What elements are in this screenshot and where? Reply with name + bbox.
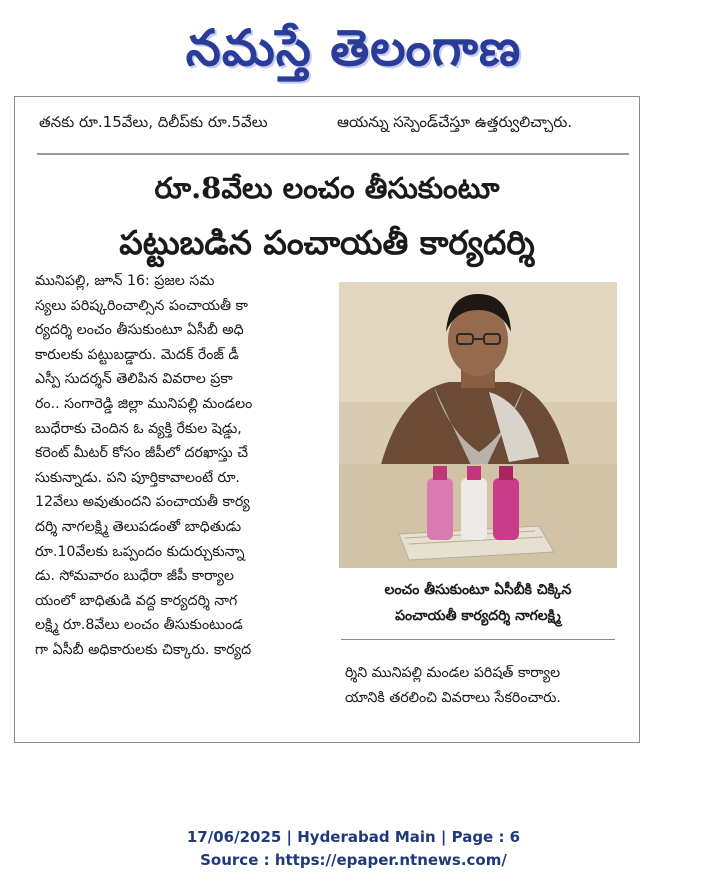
photo-caption bbox=[339, 577, 617, 629]
previous-story-tail bbox=[15, 97, 639, 145]
photo-caption-line-2: పంచాయతీ కార్యదర్శి నాగలక్ష్మి bbox=[395, 608, 561, 624]
news-clipping bbox=[14, 96, 640, 743]
body-line: బుధేరాకు చెందిన ఓ వ్యక్తి రేకుల షెడ్డు, bbox=[35, 420, 242, 437]
body-line: 12వేలు అవుతుందని పంచాయతీ కార్య bbox=[35, 494, 250, 511]
body-line: యంలో బాధితుడి వద్ద కార్యదర్శి నాగ bbox=[35, 592, 238, 609]
news-photo bbox=[339, 282, 617, 568]
body-line: దర్శి నాగలక్ష్మి తెలుపడంతో బాధితుడు bbox=[35, 518, 242, 535]
body-line: కారులకు పట్టుబడ్డారు. మెదక్ రేంజ్ డీ bbox=[35, 346, 239, 363]
masthead-title: నమస్తే తెలంగాణ bbox=[185, 18, 522, 77]
photo-caption-line-1: లంచం తీసుకుంటూ ఏసీబీకి చిక్కిన bbox=[384, 582, 572, 598]
continuation-line: యానికి తరలించి వివరాలు సేకరించారు. bbox=[345, 690, 561, 706]
body-line: లక్ష్మి రూ.8వేలు లంచం తీసుకుంటుండ bbox=[35, 617, 243, 634]
headline-line-1: రూ.8వేలు లంచం తీసుకుంటూ bbox=[154, 171, 500, 205]
body-line: ఎస్పీ సుదర్శన్ తెలిపిన వివరాల ప్రకా bbox=[35, 371, 233, 388]
headline-line-2: పట్టుబడిన పంచాయతీ కార్యదర్శి bbox=[119, 223, 535, 262]
body-line: ర్యదర్శి లంచం తీసుకుంటూ ఏసీబీ అధి bbox=[35, 322, 244, 339]
body-line: రం.. సంగారెడ్డి జిల్లా మునిపల్లి మండలం bbox=[35, 395, 253, 412]
body-line: డు. సోమవారం బుధేరా జీపీ కార్యాల bbox=[35, 568, 234, 585]
body-line: రూ.10వేలకు ఒప్పందం కుదుర్చుకున్నా bbox=[35, 543, 245, 560]
article-body bbox=[35, 269, 331, 663]
body-line: మునిపల్లి, జూన్ 16: ప్రజల సమ bbox=[35, 273, 215, 289]
previous-story-right-line: ఆయన్ను సస్పెండ్‌చేస్తూ ఉత్తర్వులిచ్చారు. bbox=[337, 113, 573, 131]
article-continuation bbox=[345, 661, 625, 711]
section-divider bbox=[37, 153, 629, 155]
body-line: కరెంట్ మీటర్ కోసం జీపీలో దరఖాస్తు చే bbox=[35, 445, 248, 462]
previous-story-left-line: తనకు రూ.15వేలు, దిలీప్‌కు రూ.5వేలు bbox=[39, 113, 268, 131]
body-line: సుకున్నాడు. పని పూర్తికావాలంటే రూ. bbox=[35, 469, 240, 486]
caption-divider bbox=[341, 639, 615, 640]
footer-date-line: 17/06/2025 | Hyderabad Main | Page : 6 bbox=[186, 828, 521, 846]
body-line: గా ఏసీబీ అధికారులకు చిక్కారు. కార్యద bbox=[35, 641, 252, 658]
continuation-line: ర్శిని మునిపల్లి మండల పరిషత్ కార్యాల bbox=[345, 665, 561, 681]
body-line: స్యలు పరిష్కరించాల్సిన పంచాయతీ కా bbox=[35, 297, 248, 314]
footer-source-line: Source : https://epaper.ntnews.com/ bbox=[200, 851, 507, 869]
